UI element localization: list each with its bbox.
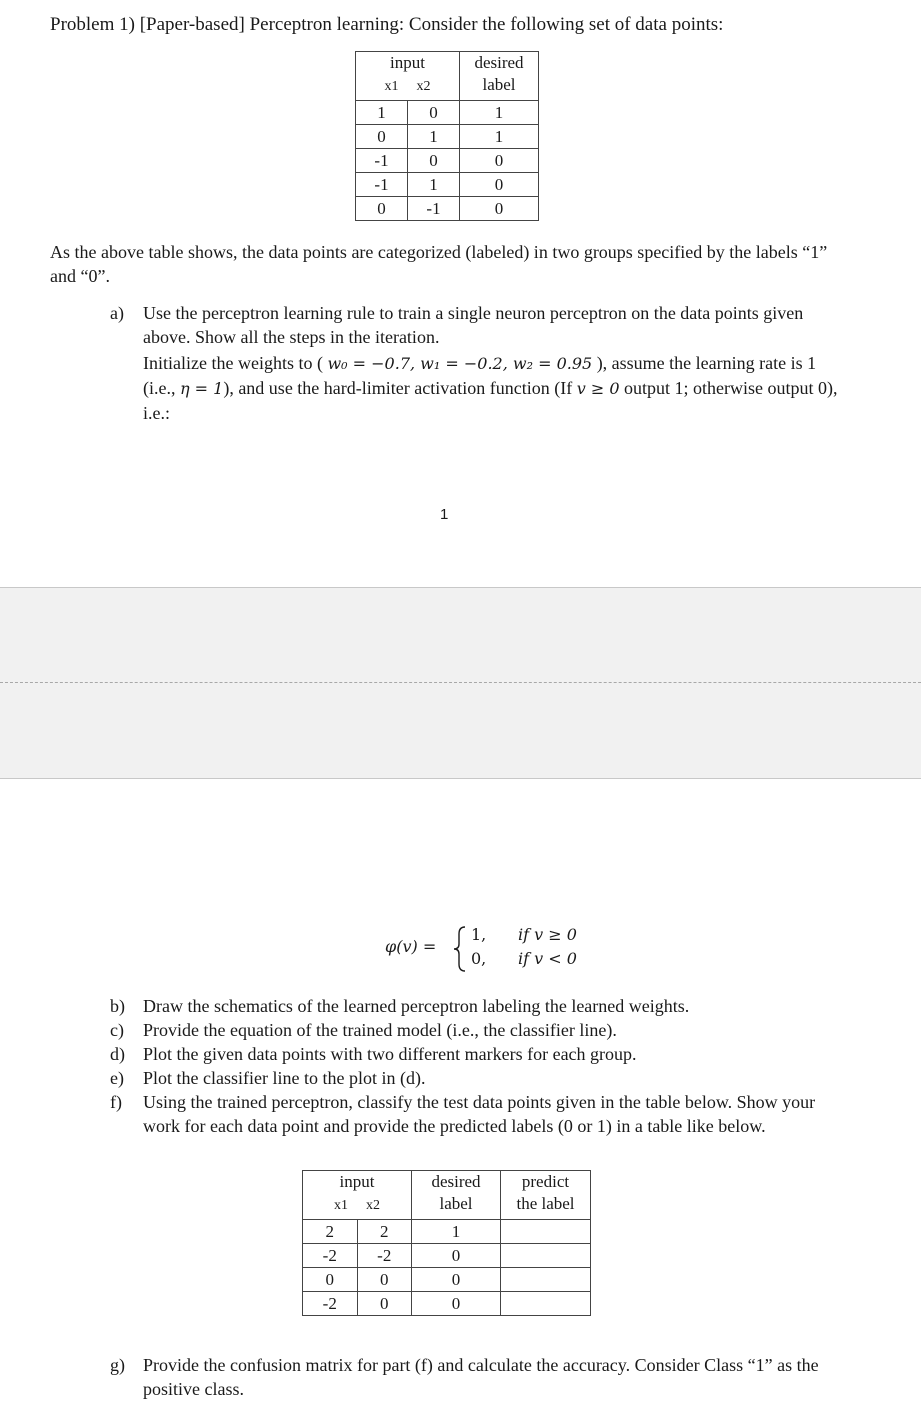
x1-value: -2 xyxy=(322,1294,337,1313)
case1-value: 1, xyxy=(471,925,487,944)
intro-paragraph: As the above table shows, the data points are categorized (labeled) in two groups specified by the labels “1” and “0”. xyxy=(50,242,828,286)
part-g-text: Provide the confusion matrix for part (f) and calculate the accuracy. Consider Class “1” as the positive class. xyxy=(143,1355,819,1399)
input-header: input xyxy=(339,1172,375,1191)
list-item xyxy=(50,1042,830,1066)
test-data-table xyxy=(302,1170,591,1316)
part-label: c) xyxy=(110,1020,124,1040)
part-text: Using the trained perceptron, classify the test data points given in the table below. Show your work for each data point and provide the predicted labels (0 or 1) in a table like below. xyxy=(143,1092,816,1136)
desired-label-value: 0 xyxy=(460,149,539,173)
predicted-label-cell xyxy=(501,1268,591,1292)
part-label: d) xyxy=(110,1044,125,1064)
x1-value: 1 xyxy=(377,103,386,122)
desired-label-value: 0 xyxy=(412,1268,501,1292)
x2-value: -2 xyxy=(357,1244,412,1267)
x1-value: 0 xyxy=(377,199,386,218)
part-g-label: g) xyxy=(110,1355,125,1375)
x1-value: 0 xyxy=(377,127,386,146)
x2-header: x2 xyxy=(366,1198,380,1213)
table-row xyxy=(356,149,539,173)
desired-label-value: 0 xyxy=(412,1292,501,1316)
x2-value: 0 xyxy=(407,101,459,124)
table-header-row xyxy=(356,52,539,101)
part-text: Plot the given data points with two different markers for each group. xyxy=(143,1044,637,1064)
list-item xyxy=(50,1090,830,1138)
part-a-text: Use the perceptron learning rule to train a single neuron perceptron on the data points given above. Show all the steps in the iteration. xyxy=(143,303,804,347)
table-header-row xyxy=(303,1171,591,1220)
part-text: Draw the schematics of the learned perceptron labeling the learned weights. xyxy=(143,996,690,1016)
table-row xyxy=(303,1268,591,1292)
table-row xyxy=(356,173,539,197)
predicted-label-cell xyxy=(501,1220,591,1244)
parts-list xyxy=(50,994,830,1138)
x2-value: 2 xyxy=(357,1220,412,1243)
desired-label-value: 1 xyxy=(460,125,539,149)
x2-header: x2 xyxy=(416,79,431,94)
list-item xyxy=(50,994,830,1018)
initial-weights: w₀ = −0.7, w₁ = −0.2, w₂ = 0.95 xyxy=(327,354,593,373)
desired-label-value: 1 xyxy=(412,1220,501,1244)
part-a-init-text: Initialize the weights to ( w₀ = −0.7, w₁ = −0.2, w₂ = 0.95 ), assume the learning rate is 1 (i.e., η = 1), and use the hard-limiter activation function (If v ≥ 0 output 1; otherwise output 0), i.e.: xyxy=(143,353,838,423)
x1-value: 0 xyxy=(325,1270,334,1289)
part-g xyxy=(50,1353,830,1401)
part-label: e) xyxy=(110,1068,124,1088)
desired-label-header: desired label xyxy=(412,1171,501,1220)
part-text: Plot the classifier line to the plot in (d). xyxy=(143,1068,426,1088)
part-text: Provide the equation of the trained model (i.e., the classifier line). xyxy=(143,1020,617,1040)
table-row xyxy=(303,1220,591,1244)
case2-condition: if v < 0 xyxy=(518,949,577,968)
page-break-line xyxy=(0,682,921,683)
desired-label-value: 0 xyxy=(412,1244,501,1268)
learning-rate: η = 1 xyxy=(179,379,224,398)
predict-label-header: predict the label xyxy=(501,1171,591,1220)
x2-value: 1 xyxy=(407,173,459,196)
predicted-label-cell xyxy=(501,1244,591,1268)
left-brace-icon xyxy=(453,926,467,972)
page-number: 1 xyxy=(440,506,449,523)
table-row xyxy=(356,125,539,149)
case1-condition: if v ≥ 0 xyxy=(518,925,577,944)
activation-condition: v ≥ 0 xyxy=(576,379,620,398)
table-row xyxy=(356,101,539,125)
x2-value: 0 xyxy=(407,149,459,172)
list-item xyxy=(50,1018,830,1042)
desired-label-header: desired label xyxy=(460,52,539,101)
table-row xyxy=(303,1292,591,1316)
x1-header: x1 xyxy=(334,1198,348,1213)
x1-value: -1 xyxy=(374,151,389,170)
x1-header: x1 xyxy=(384,79,399,94)
part-a-label: a) xyxy=(110,303,124,323)
training-data-table xyxy=(355,51,539,221)
formula-lhs: φ(v) = xyxy=(385,937,437,956)
part-label: b) xyxy=(110,996,125,1016)
x1-value: 2 xyxy=(325,1222,334,1241)
input-header-cell xyxy=(303,1171,412,1220)
x2-value: 0 xyxy=(357,1268,412,1291)
problem-title: Problem 1) [Paper-based] Perceptron learning: Consider the following set of data points: xyxy=(50,14,724,35)
x2-value: 0 xyxy=(357,1292,412,1315)
list-item xyxy=(50,1066,830,1090)
input-header-cell xyxy=(356,52,460,101)
table-row xyxy=(303,1244,591,1268)
x2-value: -1 xyxy=(407,197,459,220)
page-gap xyxy=(0,587,921,779)
x2-value: 1 xyxy=(407,125,459,148)
x1-value: -1 xyxy=(374,175,389,194)
part-a xyxy=(50,301,850,425)
desired-label-value: 0 xyxy=(460,197,539,221)
x1-value: -2 xyxy=(322,1246,337,1265)
table-row xyxy=(356,197,539,221)
desired-label-value: 1 xyxy=(460,101,539,125)
predicted-label-cell xyxy=(501,1292,591,1316)
case2-value: 0, xyxy=(471,949,487,968)
part-label: f) xyxy=(110,1092,122,1112)
input-header: input xyxy=(390,53,425,72)
desired-label-value: 0 xyxy=(460,173,539,197)
activation-formula xyxy=(385,922,625,974)
